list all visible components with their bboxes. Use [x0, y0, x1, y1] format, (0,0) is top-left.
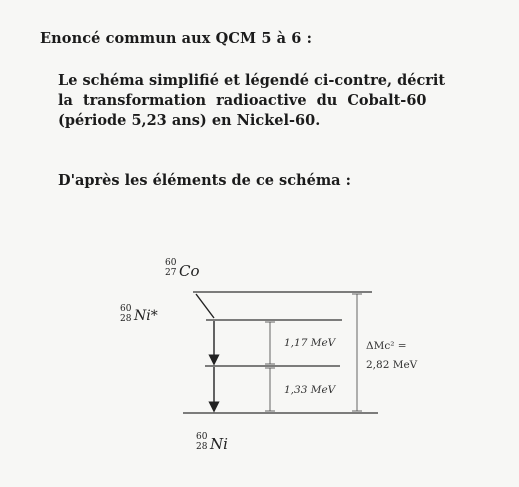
cobalt-atomic-number: 27	[165, 268, 177, 278]
beta-decay-arrow	[196, 294, 214, 318]
energy-label-1: 1,17 MeV	[284, 337, 336, 349]
delta-mass-label: ΔMc² =	[366, 340, 407, 352]
intro-line: la transformation radioactive du Cobalt-60	[58, 92, 427, 109]
cobalt-mass-number: 60	[165, 258, 177, 268]
intro-line: (période 5,23 ans) en Nickel-60.	[58, 112, 321, 129]
cobalt-symbol: Co	[179, 262, 200, 280]
intro-line: Le schéma simplifié et légendé ci-contre, décrit	[58, 72, 446, 89]
common-statement-heading: Enoncé commun aux QCM 5 à 6 :	[40, 30, 313, 47]
nickel-excited-mass-number: 60	[120, 304, 132, 314]
question-text: D'après les éléments de ce schéma :	[58, 172, 351, 189]
nickel-symbol: Ni	[210, 435, 228, 453]
nickel-excited-symbol: Ni*	[134, 308, 158, 324]
delta-mass-value: 2,82 MeV	[366, 359, 418, 371]
nickel-atomic-number: 28	[196, 442, 208, 452]
nickel-excited-atomic-number: 28	[120, 314, 132, 324]
energy-label-2: 1,33 MeV	[284, 384, 336, 396]
nickel-mass-number: 60	[196, 432, 208, 442]
